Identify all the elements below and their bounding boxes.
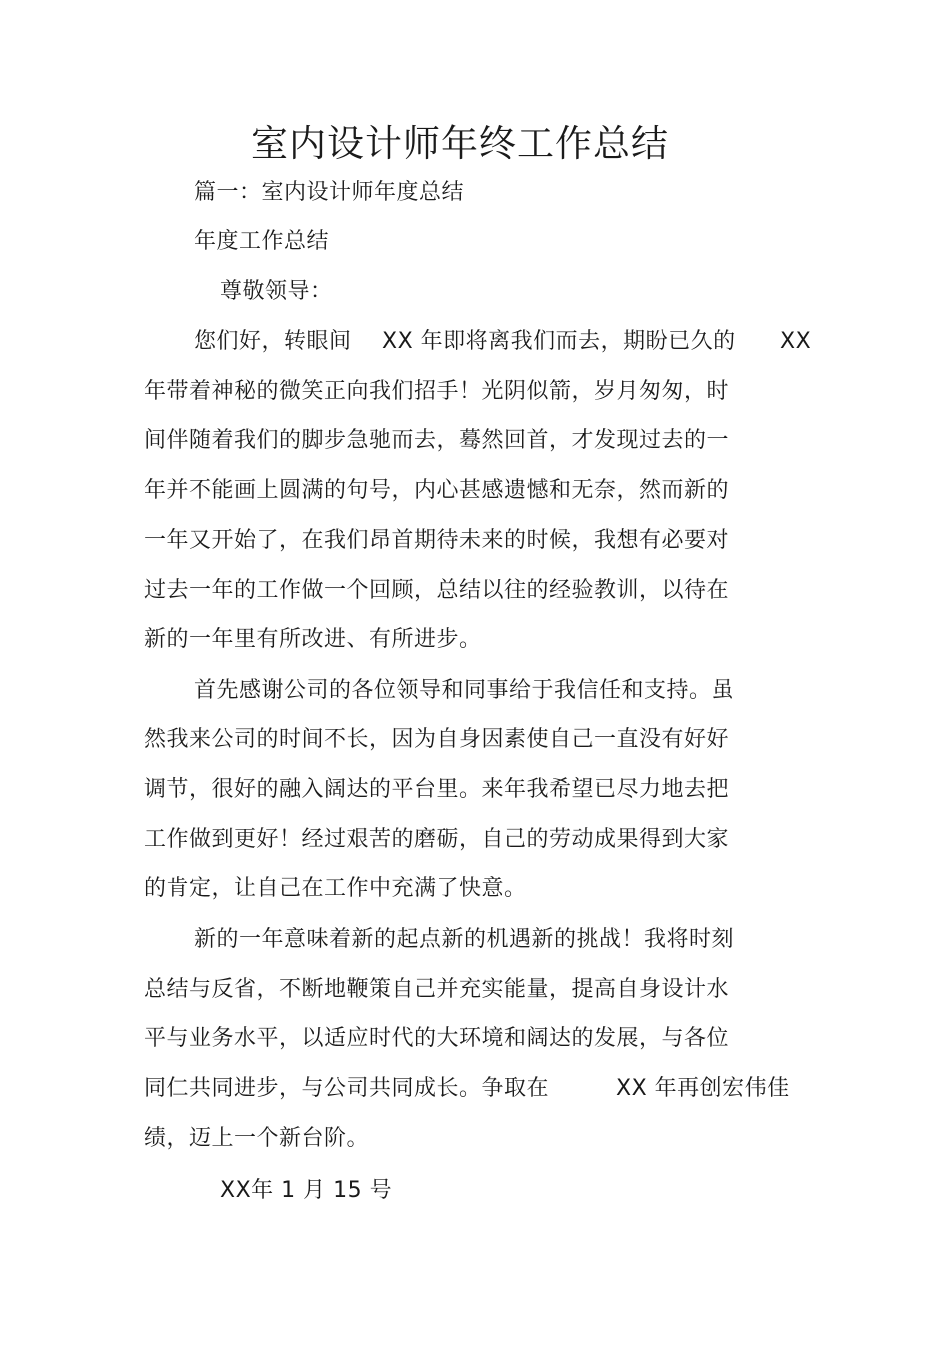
salutation: 尊敬领导： <box>220 279 333 304</box>
paragraph-3-line-4 <box>0 1074 950 1104</box>
paragraph-3-line-5: 绩，迈上一个新台阶。 <box>144 1126 370 1151</box>
paragraph-2-line-3: 调节，很好的融入阔达的平台里。来年我希望已尽力地去把 <box>144 777 730 802</box>
document-subtitle: 篇一：室内设计师年度总结 <box>194 180 465 205</box>
paragraph-1-line-5: 一年又开始了，在我们昂首期待未来的时候，我想有必要对 <box>144 528 730 553</box>
document-date: XX年 1 月 15 号 <box>220 1178 393 1203</box>
paragraph-1-line-1-part-b: XX 年即将离我们而去，期盼已久的 <box>382 329 736 354</box>
paragraph-2-line-2: 然我来公司的时间不长，因为自身因素使自己一直没有好好 <box>144 727 730 752</box>
paragraph-3-line-4-part-a: 同仁共同进步，与公司共同成长。争取在 <box>144 1076 550 1101</box>
paragraph-3-line-2: 总结与反省，不断地鞭策自己并充实能量，提高自身设计水 <box>144 977 730 1002</box>
paragraph-1-line-1 <box>0 327 950 357</box>
paragraph-1-line-7: 新的一年里有所改进、有所进步。 <box>144 627 482 652</box>
paragraph-2-line-5: 的肯定，让自己在工作中充满了快意。 <box>144 876 527 901</box>
paragraph-2-line-1: 首先感谢公司的各位领导和同事给于我信任和支持。虽 <box>194 678 735 703</box>
paragraph-1-line-3: 间伴随着我们的脚步急驰而去，蓦然回首，才发现过去的一 <box>144 428 730 453</box>
paragraph-3-line-4-part-b: XX 年再创宏伟佳 <box>616 1076 790 1101</box>
paragraph-1-line-6: 过去一年的工作做一个回顾，总结以往的经验教训，以待在 <box>144 578 730 603</box>
paragraph-3-line-3: 平与业务水平，以适应时代的大环境和阔达的发展，与各位 <box>144 1026 730 1051</box>
paragraph-1-line-1-part-a: 您们好，转眼间 <box>194 329 352 354</box>
paragraph-1-line-2: 年带着神秘的微笑正向我们招手！光阴似箭，岁月匆匆，时 <box>144 379 730 404</box>
paragraph-1-line-4: 年并不能画上圆满的句号，内心甚感遗憾和无奈，然而新的 <box>144 478 730 503</box>
document-title: 室内设计师年终工作总结 <box>251 122 669 165</box>
paragraph-1-line-1-part-c: XX <box>780 329 812 354</box>
paragraph-2-line-4: 工作做到更好！经过艰苦的磨砺，自己的劳动成果得到大家 <box>144 827 730 852</box>
section-heading: 年度工作总结 <box>194 229 330 254</box>
paragraph-3-line-1: 新的一年意味着新的起点新的机遇新的挑战！我将时刻 <box>194 927 735 952</box>
